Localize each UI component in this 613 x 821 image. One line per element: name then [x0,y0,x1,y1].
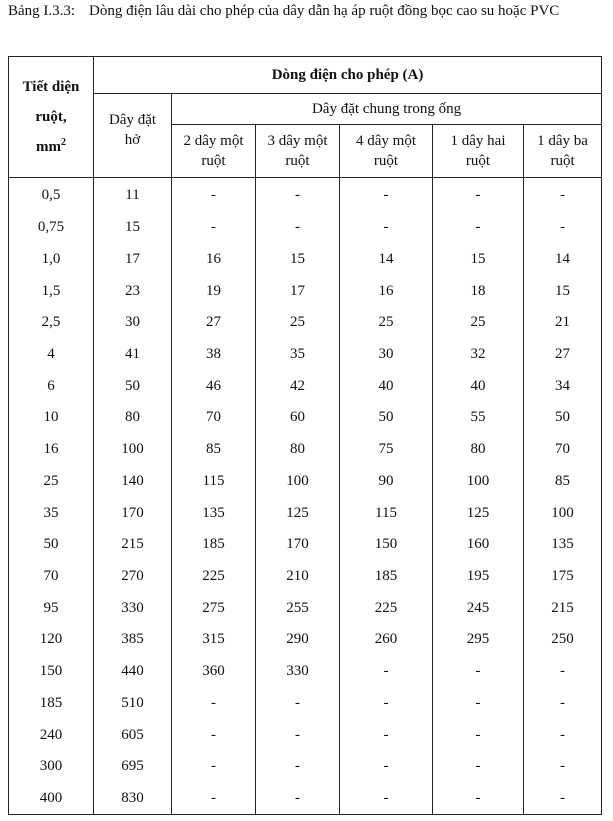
cell-current: 46 [172,370,256,402]
cell-cross-section: 6 [9,370,94,402]
cell-cross-section: 120 [9,624,94,656]
cell-current: 50 [524,402,602,434]
cell-cross-section: 50 [9,529,94,561]
header-open-wiring [94,94,172,178]
table-row [9,656,602,688]
table-row [9,751,602,783]
cell-current: 30 [340,339,433,371]
cell-current: 15 [256,243,340,275]
cell-current: - [433,656,524,688]
cell-current: - [172,688,256,720]
cell-current: - [433,212,524,244]
table-row [9,561,602,593]
cell-current: - [340,656,433,688]
header-cross-section-line2: ruột, [35,109,67,125]
cell-current: 260 [340,624,433,656]
cell-current: 160 [433,529,524,561]
cell-cross-section: 2,5 [9,307,94,339]
cell-cross-section: 240 [9,719,94,751]
table-row [9,719,602,751]
header-sub-col [256,125,340,178]
cell-current: - [172,178,256,212]
cell-current: - [340,178,433,212]
cell-current: 19 [172,275,256,307]
cell-current: - [256,212,340,244]
table-row [9,212,602,244]
table-row [9,783,602,815]
cell-current: 55 [433,402,524,434]
cell-current: 385 [94,624,172,656]
cell-current: - [340,688,433,720]
header-sub-line1: 2 dây một [183,133,244,149]
cell-current: 225 [340,592,433,624]
cell-current: 125 [433,497,524,529]
cell-current: 210 [256,561,340,593]
table-row [9,624,602,656]
header-cross-section [9,57,94,178]
table-row [9,402,602,434]
cell-current: 50 [94,370,172,402]
cell-current: 35 [256,339,340,371]
cell-current: 16 [340,275,433,307]
cell-current: 21 [524,307,602,339]
cell-current: 80 [256,434,340,466]
cell-current: 90 [340,465,433,497]
table-row [9,434,602,466]
header-sub-line1: 4 dây một [356,133,416,149]
table-title: Dòng điện lâu dài cho phép của dây dẫn hạ áp ruột đồng bọc cao su hoặc PVC [89,3,560,19]
ampacity-table [8,56,602,815]
header-sub-line2: ruột [465,153,491,169]
cell-current: 330 [94,592,172,624]
cell-cross-section: 25 [9,465,94,497]
cell-current: 290 [256,624,340,656]
cell-cross-section: 0,75 [9,212,94,244]
cell-current: - [524,751,602,783]
cell-current: - [340,751,433,783]
cell-current: - [172,719,256,751]
cell-current: 195 [433,561,524,593]
cell-current: - [433,719,524,751]
cell-current: 50 [340,402,433,434]
cell-cross-section: 1,0 [9,243,94,275]
header-sub-line1: 1 dây ba [537,133,588,149]
cell-current: 830 [94,783,172,815]
cell-current: - [256,751,340,783]
cell-current: 125 [256,497,340,529]
cell-current: 330 [256,656,340,688]
cell-current: 80 [94,402,172,434]
cell-current: 70 [172,402,256,434]
table-row [9,178,602,212]
table-row [9,688,602,720]
cell-current: 135 [172,497,256,529]
cell-current: 25 [256,307,340,339]
cell-current: 100 [256,465,340,497]
cell-current: 100 [94,434,172,466]
cell-current: 70 [524,434,602,466]
cell-current: 80 [433,434,524,466]
cell-current: - [256,719,340,751]
table-row [9,370,602,402]
table-row [9,243,602,275]
cell-cross-section: 150 [9,656,94,688]
cell-current: - [172,751,256,783]
cell-current: 40 [433,370,524,402]
header-sub-col [172,125,256,178]
table-row [9,529,602,561]
cell-current: 34 [524,370,602,402]
cell-current: - [524,656,602,688]
header-sub-line2: ruột [201,153,226,169]
cell-current: 85 [172,434,256,466]
cell-current: 275 [172,592,256,624]
header-sub-col [340,125,433,178]
cell-current: 25 [340,307,433,339]
cell-current: 30 [94,307,172,339]
cell-current: 215 [524,592,602,624]
table-number: Bảng I.3.3: [8,3,76,19]
cell-current: 100 [524,497,602,529]
cell-current: 185 [172,529,256,561]
cell-current: 270 [94,561,172,593]
cell-current: 27 [524,339,602,371]
table-row [9,275,602,307]
table-row [9,339,602,371]
cell-current: - [524,719,602,751]
header-sub-line2: ruột [373,153,399,169]
cell-current: - [256,688,340,720]
cell-current: 42 [256,370,340,402]
header-sub-line2: ruột [550,153,575,169]
cell-current: 100 [433,465,524,497]
cell-cross-section: 0,5 [9,178,94,212]
cell-current: 85 [524,465,602,497]
cell-current: 695 [94,751,172,783]
cell-cross-section: 16 [9,434,94,466]
table-row [9,497,602,529]
cell-current: - [524,783,602,815]
cell-current: 215 [94,529,172,561]
cell-cross-section: 70 [9,561,94,593]
header-sub-col [524,125,602,178]
cell-current: 14 [340,243,433,275]
cell-current: 255 [256,592,340,624]
cell-current: - [340,783,433,815]
table-body [9,178,602,815]
cell-cross-section: 10 [9,402,94,434]
cell-cross-section: 95 [9,592,94,624]
table-row [9,592,602,624]
cell-cross-section: 4 [9,339,94,371]
cell-current: 14 [524,243,602,275]
cell-current: 250 [524,624,602,656]
cell-current: 32 [433,339,524,371]
cell-current: 75 [340,434,433,466]
cell-current: 175 [524,561,602,593]
header-in-conduit: Dây đặt chung trong ống [172,94,602,125]
cell-current: 225 [172,561,256,593]
header-cross-section-unit-sup: 2 [61,137,66,148]
cell-current: 440 [94,656,172,688]
cell-current: 40 [340,370,433,402]
header-open-wiring-line1: Dây đặt [108,111,157,128]
header-allowable-current: Dòng điện cho phép (A) [94,57,602,94]
cell-current: 150 [340,529,433,561]
cell-current: - [524,688,602,720]
cell-current: 60 [256,402,340,434]
cell-current: 23 [94,275,172,307]
cell-cross-section: 185 [9,688,94,720]
cell-cross-section: 35 [9,497,94,529]
cell-current: - [256,178,340,212]
cell-current: - [340,719,433,751]
header-sub-line2: ruột [285,153,310,169]
cell-current: - [172,212,256,244]
cell-current: - [256,783,340,815]
cell-current: 15 [94,212,172,244]
cell-current: - [433,751,524,783]
table-row [9,465,602,497]
cell-current: 17 [256,275,340,307]
table-row [9,307,602,339]
cell-current: 25 [433,307,524,339]
header-sub-line1: 1 dây hai [450,133,506,149]
cell-current: 38 [172,339,256,371]
cell-current: 18 [433,275,524,307]
cell-current: 17 [94,243,172,275]
cell-current: 115 [340,497,433,529]
cell-current: 170 [256,529,340,561]
cell-cross-section: 1,5 [9,275,94,307]
header-open-wiring-line2: hở [124,131,141,148]
cell-current: 170 [94,497,172,529]
cell-current: 295 [433,624,524,656]
cell-cross-section: 400 [9,783,94,815]
cell-current: 315 [172,624,256,656]
cell-current: - [524,178,602,212]
cell-current: 41 [94,339,172,371]
header-cross-section-unit: mm [36,139,61,155]
cell-current: 15 [433,243,524,275]
cell-current: 135 [524,529,602,561]
cell-current: 15 [524,275,602,307]
cell-current: 140 [94,465,172,497]
cell-current: 11 [94,178,172,212]
cell-current: 245 [433,592,524,624]
cell-current: - [524,212,602,244]
cell-current: - [433,783,524,815]
cell-current: 115 [172,465,256,497]
header-sub-col [433,125,524,178]
cell-current: 185 [340,561,433,593]
cell-current: 16 [172,243,256,275]
cell-current: 605 [94,719,172,751]
header-cross-section-line1: Tiết diện [22,79,80,95]
cell-current: - [433,688,524,720]
cell-current: 360 [172,656,256,688]
cell-current: - [172,783,256,815]
cell-current: 510 [94,688,172,720]
header-sub-line1: 3 dây một [267,133,328,149]
table-header [9,57,602,178]
cell-current: - [340,212,433,244]
cell-cross-section: 300 [9,751,94,783]
cell-current: 27 [172,307,256,339]
cell-current: - [433,178,524,212]
